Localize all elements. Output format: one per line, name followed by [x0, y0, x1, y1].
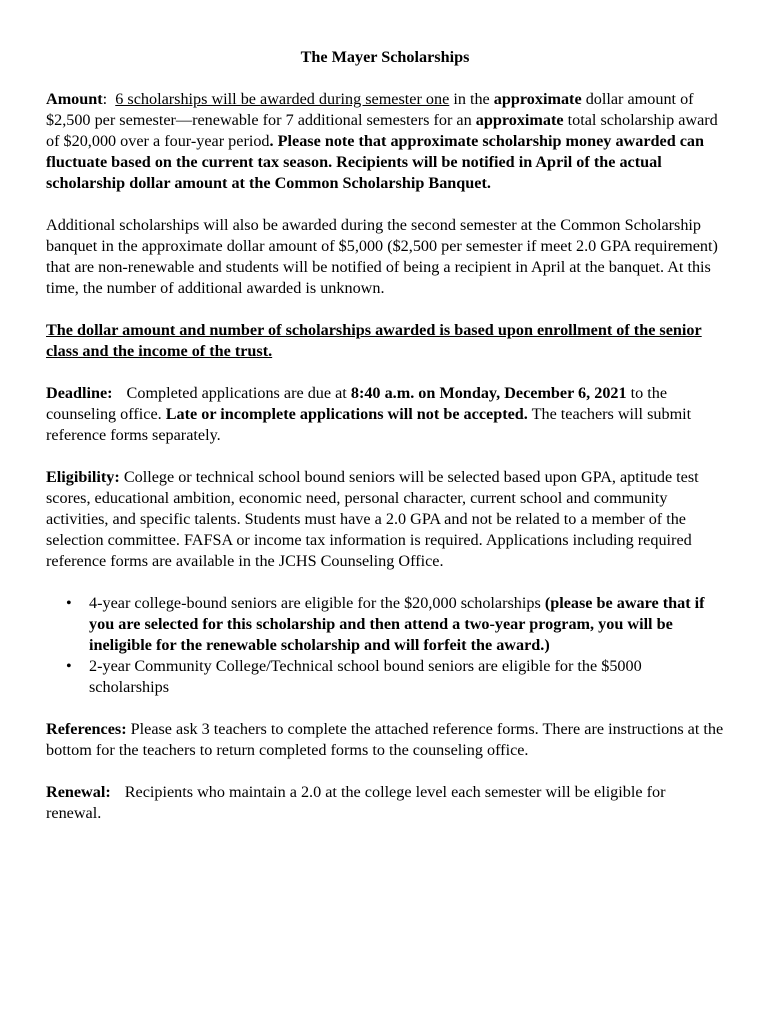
deadline-text-3: The teachers will submit reference forms separately.: [46, 405, 692, 444]
amount-underlined-text: 6 scholarships will be awarded during semester one: [115, 90, 450, 108]
list-item-text: 2-year Community College/Technical school bound seniors are eligible for the $5000 scholarships: [89, 657, 642, 696]
amount-text-1: in the: [449, 90, 494, 108]
bullet-icon: •: [66, 594, 72, 612]
deadline-bold-2: Late or incomplete applications will not be accepted.: [165, 405, 528, 423]
amount-label: Amount: [46, 90, 103, 108]
renewal-text: Recipients who maintain a 2.0 at the college level each semester will be eligible for renewal.: [46, 783, 666, 822]
eligibility-text: College or technical school bound seniors will be selected based upon GPA, aptitude test scores, educational ambition, economic need, personal character, current school and community activities, and specific talents. Students must have a 2.0 GPA and not be related to a member of the selection committee. FAFSA or income tax information is required. Applications including required reference forms are available in the JCHS Counseling Office.: [46, 468, 699, 570]
deadline-bold-1: 8:40 a.m. on Monday, December 6, 2021: [350, 384, 627, 402]
notice-text: The dollar amount and number of scholarships awarded is based upon enrollment of the senior class and the income of the trust.: [46, 321, 702, 360]
eligibility-paragraph: [46, 467, 724, 572]
amount-text-3: total scholarship award of $20,000 over a four-year period: [46, 111, 718, 150]
list-item: [66, 593, 724, 656]
renewal-paragraph: [46, 782, 724, 824]
notice-paragraph: [46, 320, 724, 362]
deadline-label: Deadline:: [46, 384, 113, 402]
eligibility-list: [46, 593, 724, 698]
references-label: References:: [46, 720, 127, 738]
list-item-bold: (please be aware that if you are selected for this scholarship and then attend a two-year program, you will be ineligible for the renewable scholarship and will forfeit the award.): [89, 594, 705, 654]
eligibility-label: Eligibility:: [46, 468, 120, 486]
amount-text-2: dollar amount of $2,500 per semester—renewable for 7 additional semesters for an: [46, 90, 694, 129]
references-paragraph: [46, 719, 724, 761]
references-text: Please ask 3 teachers to complete the attached reference forms. There are instructions at the bottom for the teachers to return completed forms to the counseling office.: [46, 720, 724, 759]
deadline-text-1: Completed applications are due at: [126, 384, 351, 402]
additional-paragraph: Additional scholarships will also be awarded during the second semester at the Common Scholarship banquet in the approximate dollar amount of $5,000 ($2,500 per semester if meet 2.0 GPA requirement) that are non-renewable and students will be notified of being a recipient in April at the banquet. At this time, the number of additional awarded is unknown.: [46, 216, 718, 297]
document-title: The Mayer Scholarships: [300, 48, 470, 66]
deadline-text-2: to the counseling office.: [46, 384, 668, 423]
amount-bold-3: . Please note that approximate scholarship money awarded can fluctuate based on the current tax season. Recipients will be notified in April of the actual scholarship dollar amount at the Common Scholarship Banquet.: [46, 132, 705, 192]
list-item-text: 4-year college-bound seniors are eligible for the $20,000 scholarships: [89, 594, 545, 612]
deadline-paragraph: [46, 383, 724, 446]
list-item: [66, 656, 724, 698]
amount-colon: :: [102, 90, 108, 108]
amount-bold-2: approximate: [475, 111, 564, 129]
amount-paragraph: [46, 89, 724, 194]
bullet-icon: •: [66, 657, 72, 675]
amount-bold-1: approximate: [493, 90, 582, 108]
renewal-label: Renewal:: [46, 783, 111, 801]
